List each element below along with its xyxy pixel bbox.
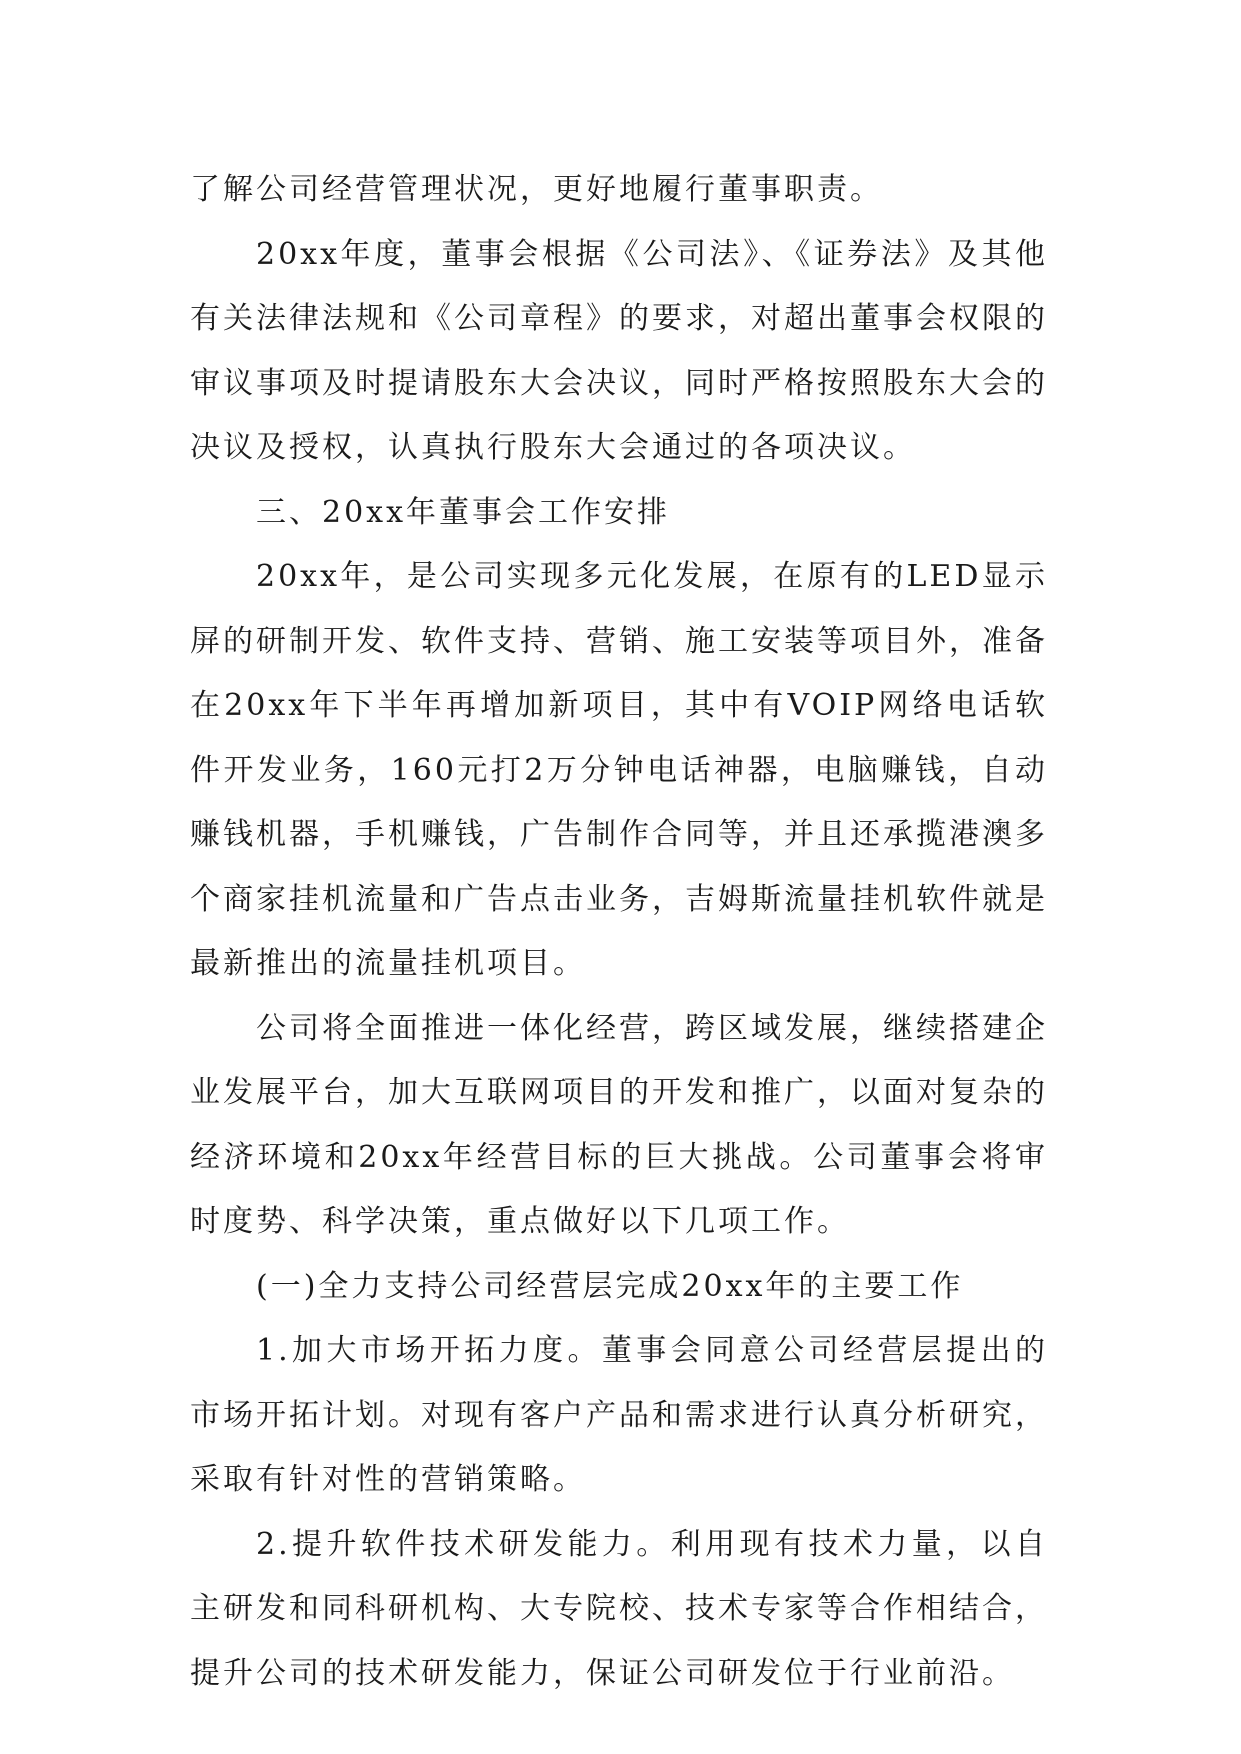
paragraph-board-resolutions: 20xx年度，董事会根据《公司法》、《证券法》及其他有关法律法规和《公司章程》的要求，对超出董事会权限的审议事项及时提请股东大会决议，同时严格按照股东大会的决议及授权，认真执行股东大会通过的各项决议。 bbox=[190, 236, 1048, 465]
paragraph-integration: 公司将全面推进一体化经营，跨区域发展，继续搭建企业发展平台，加大互联网项目的开发和推广，以面对复杂的经济环境和20xx年经营目标的巨大挑战。公司董事会将审时度势、科学决策，重点做好以下几项工作。 bbox=[190, 1010, 1048, 1239]
paragraph-continuation: 了解公司经营管理状况，更好地履行董事职责。 bbox=[190, 172, 883, 207]
subheading-support-management: (一)全力支持公司经营层完成20xx年的主要工作 bbox=[256, 1268, 964, 1304]
document-body bbox=[190, 158, 1048, 1706]
list-item-market-expansion: 1.加大市场开拓力度。董事会同意公司经营层提出的市场开拓计划。对现有客户产品和需求进行认真分析研究，采取有针对性的营销策略。 bbox=[190, 1333, 1048, 1497]
list-item-rd-capability: 2.提升软件技术研发能力。利用现有技术力量，以自主研发和同科研机构、大专院校、技术专家等合作相结合，提升公司的技术研发能力，保证公司研发位于行业前沿。 bbox=[190, 1526, 1048, 1691]
section-heading-work-plan: 三、20xx年董事会工作安排 bbox=[256, 494, 671, 530]
paragraph-diversification: 20xx年，是公司实现多元化发展，在原有的LED显示屏的研制开发、软件支持、营销、施工安装等项目外，准备在20xx年下半年再增加新项目，其中有VOIP网络电话软件开发业务，160元打2万分钟电话神器，电脑赚钱，自动赚钱机器，手机赚钱，广告制作合同等，并且还承揽港澳多个商家挂机流量和广告点击业务，吉姆斯流量挂机软件就是最新推出的流量挂机项目。 bbox=[190, 559, 1048, 981]
